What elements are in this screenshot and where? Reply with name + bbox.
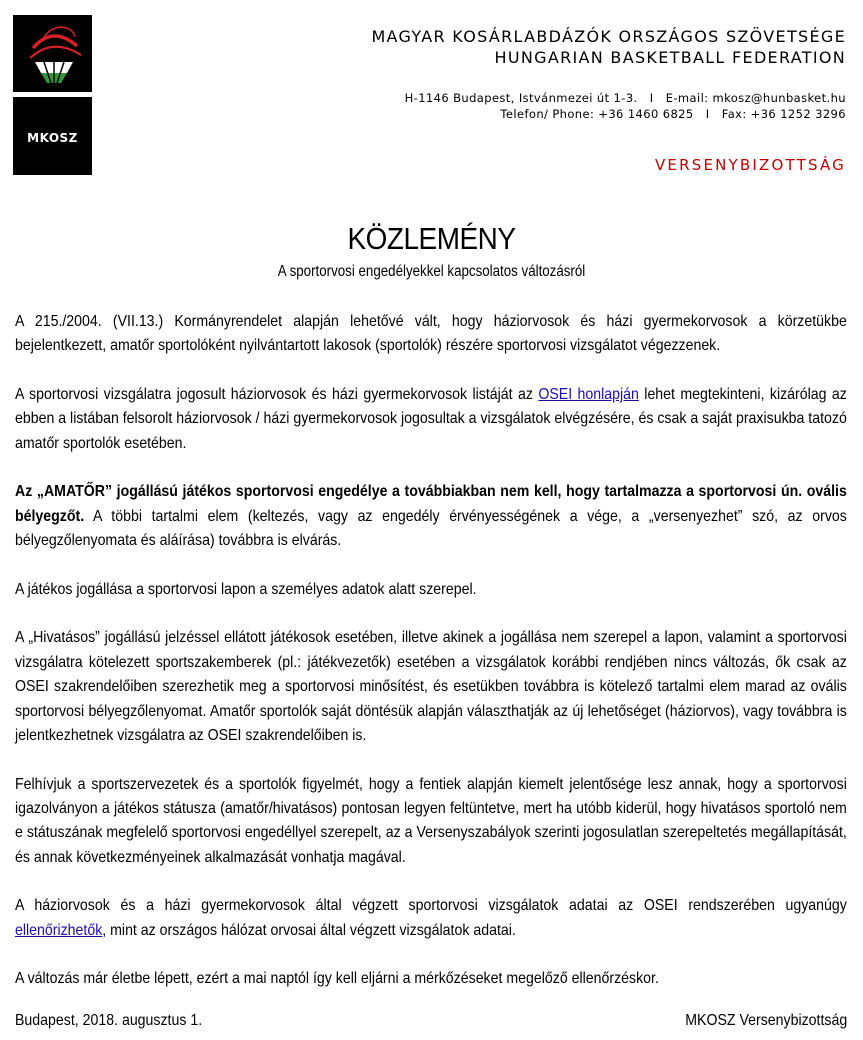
document-subtitle: A sportorvosi engedélyekkel kapcsolatos változásról: [277, 263, 586, 280]
contact-info: [405, 90, 846, 122]
logo-text: MKOSZ: [27, 130, 78, 145]
paragraph-2: [15, 383, 847, 456]
paragraph-2-text-end: lehet megtekinteni, kizárólag az ebben a listában felsorolt háziorvosok / házi gyermekorvosok jogosultak a vizsgálatok elvégzésére, és csak a saját praxisukba tatozó amatőr sportolók esetében.: [15, 386, 847, 452]
contact-phone-fax: Telefon/ Phone: +36 1460 6825 I Fax: +36 1252 3296: [500, 107, 846, 121]
paragraph-6: Felhívjuk a sportszervezetek és a sportolók figyelmét, hogy a fentiek alapján kiemelt jelentősége lesz annak, hogy a sportorvosi igazolványon a játékos státusza (amatőr/hivatásos) pontosan legyen feltüntetve, mert ha utóbb kiderül, hogy hivatásos sportoló nem e státuszának megfelelő sportorvosi engedéllyel szerepelt, az a Versenyszabályok szerinti jogosulatlan szerepeltetés megállapítását, és annak következményeinek alkalmazását vonhatja magával.: [15, 775, 847, 866]
paragraph-3: [15, 480, 847, 553]
paragraph-1: A 215./2004. (VII.13.) Kormányrendelet alapján lehetővé vált, hogy háziorvosok és házi gyermekorvosok a körzetükbe bejelentkezett, amatőr sportolóként nyilvántartott lakosok (sportolók) részére sportorvosi vizsgálatot végezzenek.: [15, 313, 847, 355]
document-title: KÖZLEMÉNY: [347, 221, 516, 256]
paragraph-7: [15, 894, 847, 943]
document-body: [15, 310, 847, 1016]
org-name-hu: MAGYAR KOSÁRLABDÁZÓK ORSZÁGOS SZÖVETSÉGE: [371, 27, 846, 46]
contact-address-email: H-1146 Budapest, Istvánmezei út 1-3. I E-mail: mkosz@hunbasket.hu: [404, 91, 846, 105]
signature: MKOSZ Versenybizottság: [685, 1012, 847, 1029]
basketball-logo: [13, 15, 92, 92]
organization-name: [371, 26, 846, 68]
org-name-en: HUNGARIAN BASKETBALL FEDERATION: [494, 48, 846, 67]
paragraph-3-bold: Az „AMATŐR” jogállású játékos sportorvosi engedélye a továbbiakban nem kell, hogy tartalmazza a sportorvosi ún. ovális bélyegzőt.: [15, 483, 847, 525]
paragraph-5: A „Hivatásos” jogállású jelzéssel ellátott játékosok esetében, illetve akinek a jogállása nem szerepel a lapon, valamint a sportorvosi vizsgálatra kötelezett sportszakemberek (pl.: játékvezetők) esetében a vizsgálatok korábbi rendjében nincs változás, ők csak az OSEI szakrendelőiben szerezhetik meg a sportorvosi minősítést, és esetükben továbbra is kötelező tartalmi elem marad az ovális sportorvosi bélyegzőlenyomat. Amatőr sportolók saját döntésük alapján választhatják az új lehetőséget (háziorvos), vagy továbbra is jelentkezhetnek vizsgálatra az OSEI szakrendelőiben is.: [15, 629, 847, 745]
mkosz-logo: [13, 97, 92, 175]
verification-link[interactable]: ellenőrizhetők: [15, 921, 103, 939]
department-name: VERSENYBIZOTTSÁG: [654, 156, 846, 174]
paragraph-4: A játékos jogállása a sportorvosi lapon a személyes adatok alatt szerepel.: [15, 580, 477, 598]
place-and-date: Budapest, 2018. augusztus 1.: [15, 1012, 203, 1029]
paragraph-8: A változás már életbe lépett, ezért a mai naptól így kell eljárni a mérkőzéseket megelőző ellenőrzéskor.: [15, 970, 659, 988]
paragraph-3-text: A többi tartalmi elem (keltezés, vagy az engedély érvényességének a vége, a „versenyezhet” szó, az orvos bélyegzőlenyomata és aláírása) továbbra is elvárás.: [15, 507, 847, 550]
paragraph-7-text-end: , mint az országos hálózat orvosai által végzett vizsgálatok adatai.: [102, 921, 516, 939]
paragraph-7-text-start: A háziorvosok és a házi gyermekorvosok által végzett sportorvosi vizsgálatok adatai az OSEI rendszerében ugyanúgy: [15, 897, 847, 915]
paragraph-2-text-start: A sportorvosi vizsgálatra jogosult háziorvosok és házi gyermekorvosok listáját az: [15, 386, 539, 403]
osei-website-link[interactable]: OSEI honlapján: [538, 386, 639, 403]
